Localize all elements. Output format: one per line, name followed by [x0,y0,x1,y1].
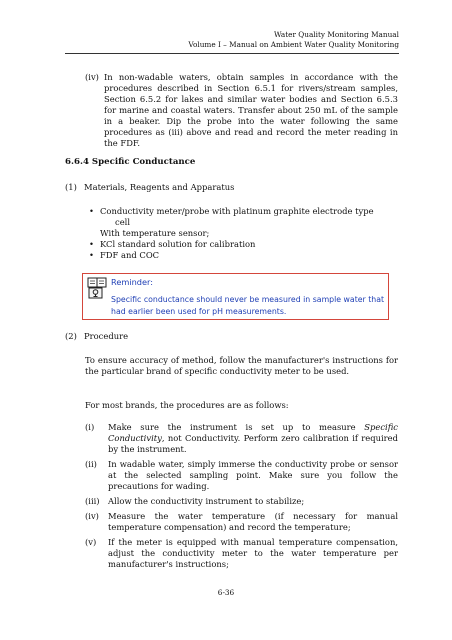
procedure-number: (2) [65,331,77,341]
list-item [85,239,398,250]
step-text: If the meter is equipped with manual temperature compensation, adjust the conductivity meter to the water temperature per manufacturer's instructions; [108,537,398,569]
header-rule [65,53,399,54]
materials-list [85,206,398,261]
materials-subheading [65,182,234,193]
procedure-subheading [65,331,128,342]
list-item [85,206,398,239]
procedure-steps [85,422,398,574]
step-text: Allow the conductivity instrument to stabilize; [108,496,305,506]
step-number: (ii) [85,459,97,469]
procedure-brands: For most brands, the procedures are as follows: [85,400,289,410]
step-text [108,422,398,455]
list-item [85,250,398,261]
step-number: (iii) [85,496,100,506]
page-number: 6-36 [217,588,235,597]
reminder-notebook-icon [87,277,107,299]
list-item [85,511,398,533]
step-text-emphasis: Specific Conductivity [108,422,398,443]
step-number: (i) [85,422,95,432]
bullet-icon: • [89,250,94,260]
bullet-icon: • [89,206,94,216]
running-header [188,30,399,50]
step-number: (iv) [85,511,99,521]
materials-title: Materials, Reagents and Apparatus [84,182,235,192]
item-iv-text: In non-wadable waters, obtain samples in accordance with the procedures described in Section 6.5.1 for rivers/stream samples, Section 6.5.2 for lakes and similar water bodies and Section 6.5.3 for marine and coastal waters. Transfer about 250 mL of the sample in a beaker. Dip the probe into the water following the same procedures as (iii) above and read and record the meter reading in the FDF. [104,72,398,148]
header-manual-title: Water Quality Monitoring Manual [274,30,399,39]
step-text-part: Make sure the instrument is set up to measure [108,422,365,432]
reminder-label: Reminder: [111,277,154,287]
procedure-title: Procedure [84,331,129,341]
list-item-text: cell [115,217,131,227]
step-number: (v) [85,537,97,547]
list-item-text: With temperature sensor; [100,228,210,238]
list-item-text: Conductivity meter/probe with platinum graphite electrode type [100,206,374,216]
materials-number: (1) [65,182,77,192]
list-item-text: KCl standard solution for calibration [100,239,256,249]
reminder-box [82,273,389,320]
item-iv-paragraph [85,72,398,149]
bullet-icon: • [89,239,94,249]
step-text: Measure the water temperature (if necessary for manual temperature compensation) and record the temperature; [108,511,398,532]
list-item [85,459,398,492]
list-item [85,422,398,455]
list-item-text: FDF and COC [100,250,160,260]
section-heading: 6.6.4 Specific Conductance [65,157,196,167]
list-item [85,537,398,570]
list-item [85,496,398,507]
step-text-part: , not Conductivity. Perform zero calibration if required by the instrument. [108,433,398,454]
step-text: In wadable water, simply immerse the conductivity probe or sensor at the selected sampling point. Make sure you follow the precautions for wading. [108,459,398,491]
item-iv-number: (iv) [85,72,99,82]
header-volume-title: Volume I – Manual on Ambient Water Quality Monitoring [188,40,399,49]
procedure-intro: To ensure accuracy of method, follow the manufacturer's instructions for the particular brand of specific conductivity meter to be used. [85,355,398,376]
reminder-text: Specific conductance should never be measured in sample water that had earlier been used for pH measurements. [111,295,385,316]
